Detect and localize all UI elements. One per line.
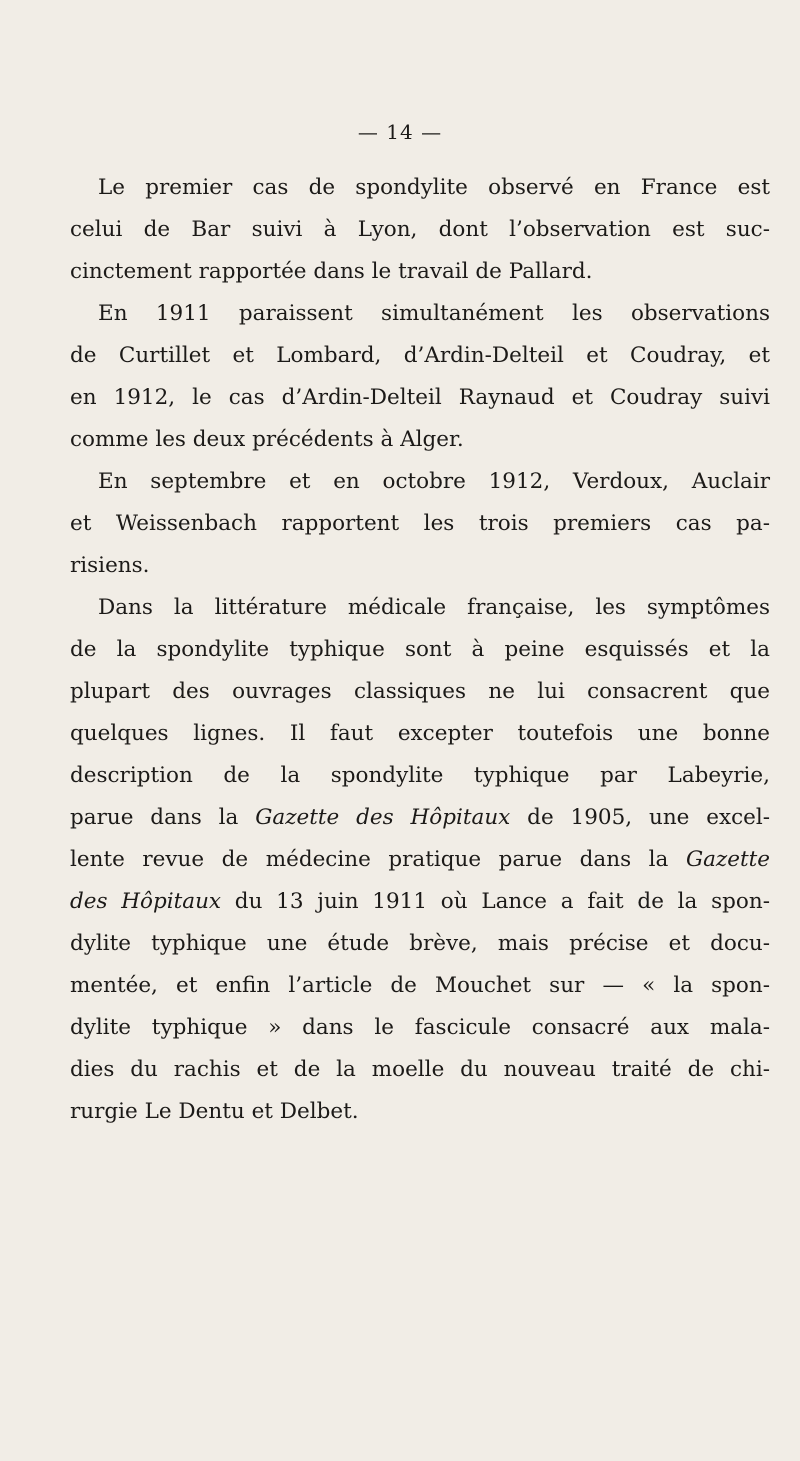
text-line: en 1912, le cas d’Ardin-Delteil Raynaud et Coudray suivi	[70, 385, 770, 410]
text-line: cinctement rapportée dans le travail de Pallard.	[70, 259, 593, 284]
text-line: risiens.	[70, 553, 150, 578]
text-line: dylite typhique une étude brève, mais précise et docu-	[70, 931, 770, 956]
body-text	[70, 167, 770, 1133]
text-line: de la spondylite typhique sont à peine esquissés et la	[70, 637, 770, 662]
text-line: mentée, et enfin l’article de Mouchet sur — « la spon-	[70, 973, 770, 998]
text-line: rurgie Le Dentu et Delbet.	[70, 1099, 359, 1124]
text-line: description de la spondylite typhique par Labeyrie,	[70, 763, 770, 788]
text-segment: du 13 juin 1911 où Lance a fait de la spon-	[221, 889, 770, 914]
text-line: En 1911 paraissent simultanément les observations	[98, 301, 770, 326]
journal-title: Gazette des Hôpitaux	[255, 805, 511, 830]
text-line-with-italic	[70, 881, 770, 923]
text-line: En septembre et en octobre 1912, Verdoux, Auclair	[98, 469, 770, 494]
text-line: dies du rachis et de la moelle du nouveau traité de chi-	[70, 1057, 770, 1082]
text-line: comme les deux précédents à Alger.	[70, 427, 464, 452]
text-segment: de 1905, une excel-	[510, 805, 771, 830]
text-line: plupart des ouvrages classiques ne lui consacrent que	[70, 679, 770, 704]
journal-title: des Hôpitaux	[70, 889, 222, 914]
text-line: dylite typhique » dans le fascicule consacré aux mala-	[70, 1015, 770, 1040]
text-line: Dans la littérature médicale française, les symptômes	[98, 595, 770, 620]
text-line-with-italic	[70, 839, 770, 881]
text-line-with-italic	[70, 797, 770, 839]
text-line: Le premier cas de spondylite observé en France est	[98, 175, 770, 200]
text-line: de Curtillet et Lombard, d’Ardin-Delteil et Coudray, et	[70, 343, 770, 368]
journal-title: Gazette	[685, 847, 770, 872]
text-segment: parue dans la	[70, 805, 256, 830]
text-line: celui de Bar suivi à Lyon, dont l’observation est suc-	[70, 217, 770, 242]
text-segment: lente revue de médecine pratique parue dans la	[70, 847, 686, 872]
text-line: et Weissenbach rapportent les trois premiers cas pa-	[70, 511, 770, 536]
page-number: — 14 —	[357, 120, 443, 144]
text-line: quelques lignes. Il faut excepter toutefois une bonne	[70, 721, 770, 746]
